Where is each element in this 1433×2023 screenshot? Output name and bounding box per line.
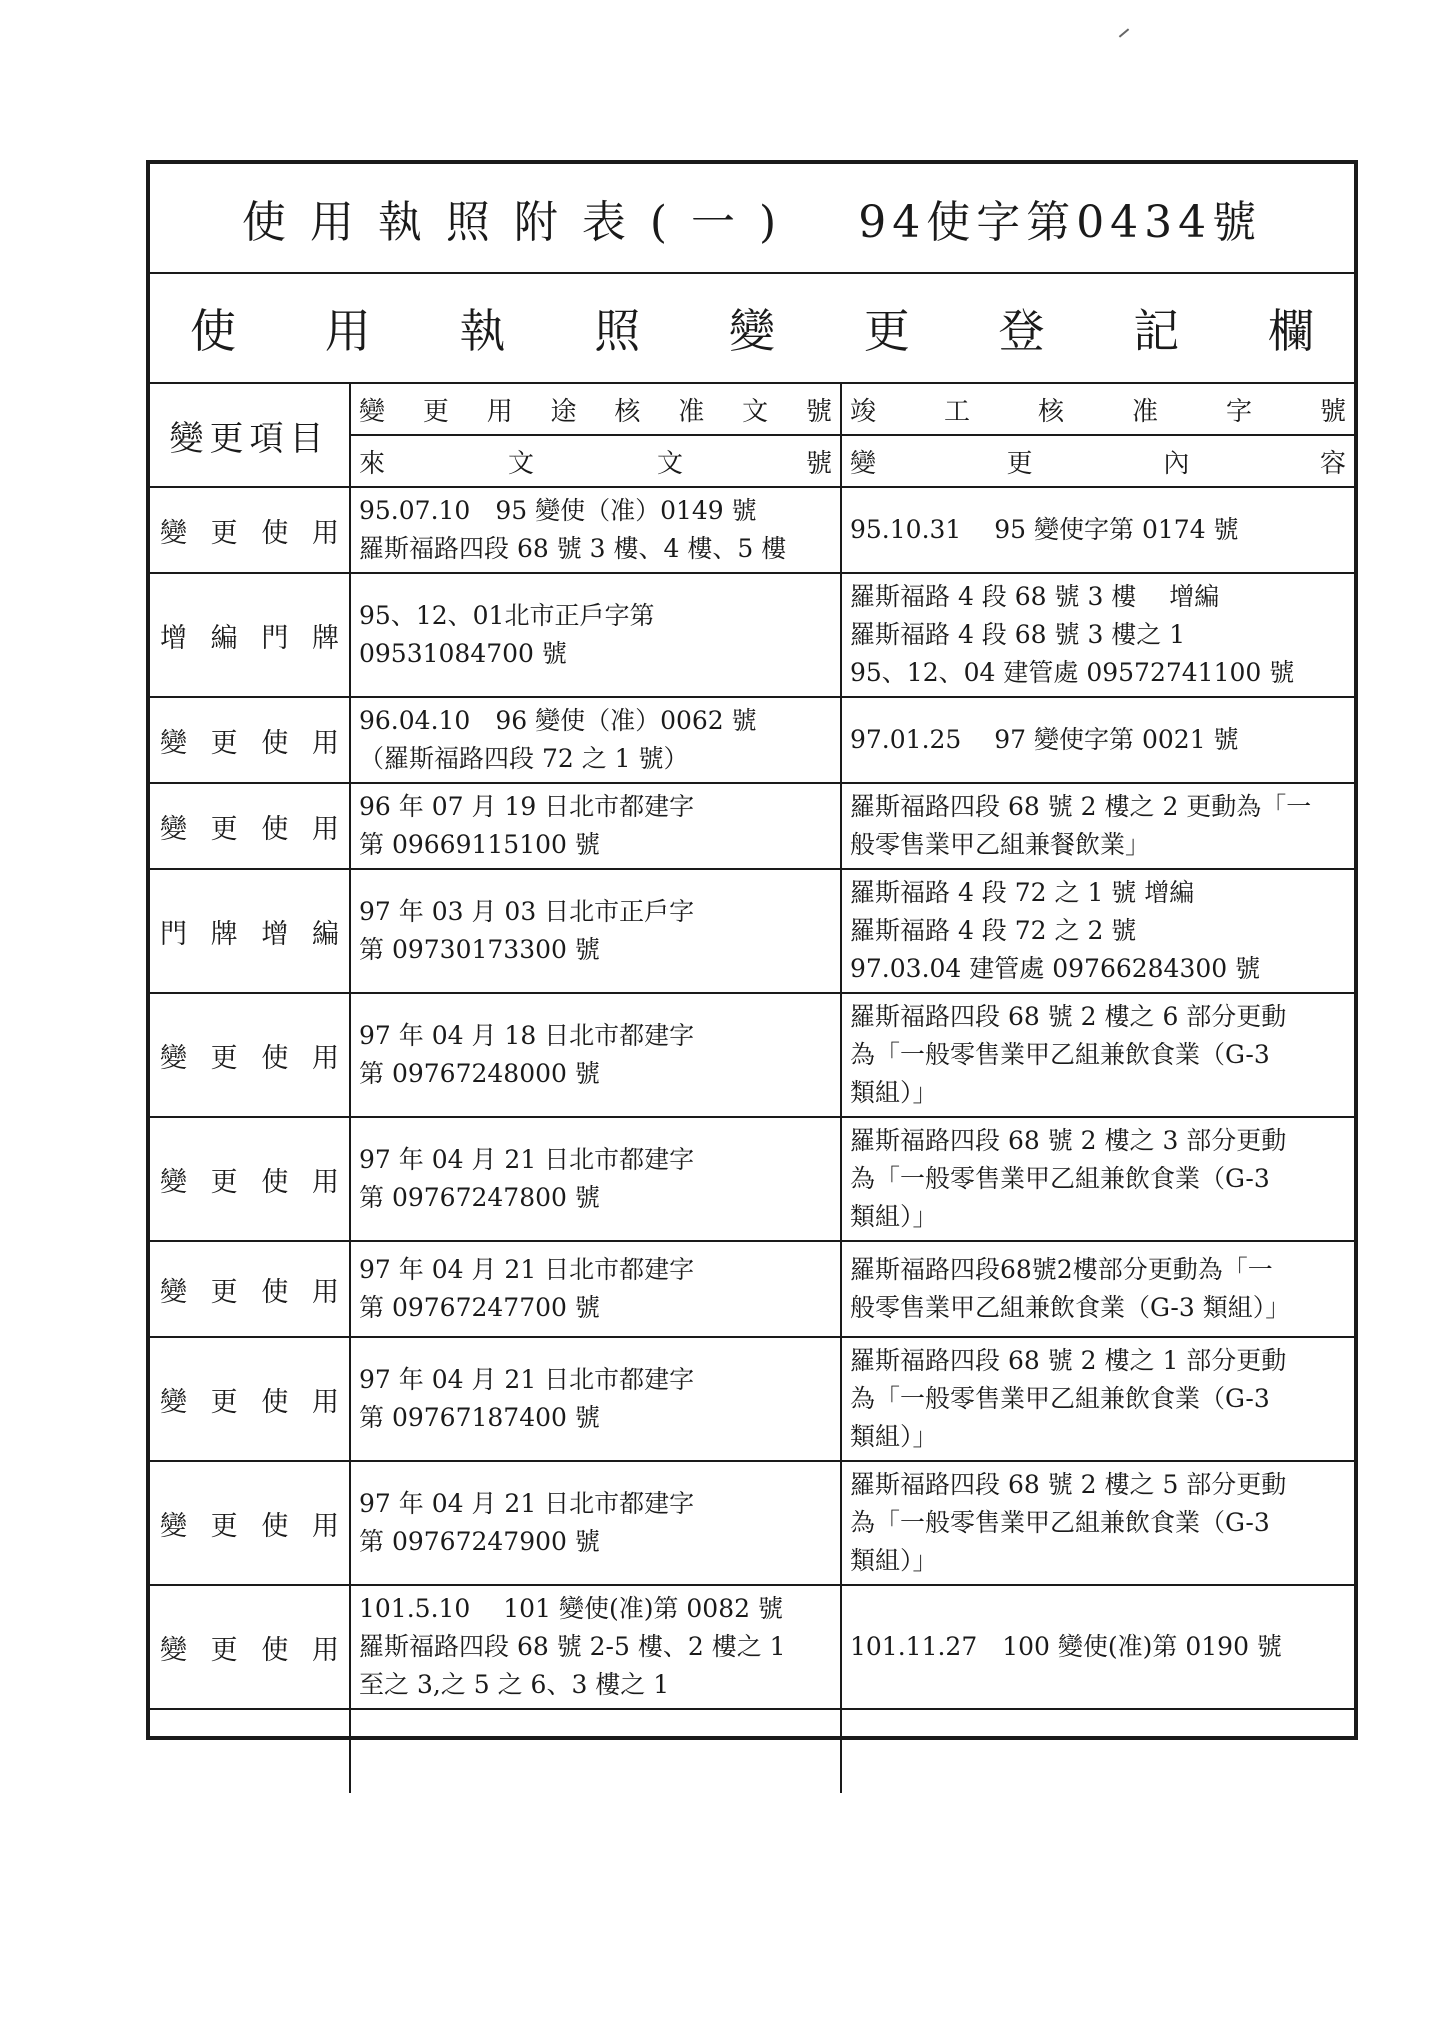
change-item-cell [150, 573, 350, 697]
approval-bottom-char: 號 [805, 448, 832, 479]
change-item-char: 使 [261, 1276, 289, 1308]
table-row [150, 869, 1354, 993]
completion-content-line: 類組）」 [850, 1078, 938, 1107]
change-item-char: 增 [160, 622, 187, 654]
approval-doc-cell [350, 1585, 841, 1709]
table-row [150, 783, 1354, 869]
completion-top-char: 號 [1320, 396, 1347, 427]
table-row [150, 1337, 1354, 1461]
table-row [150, 697, 1354, 783]
change-item-char: 用 [311, 1634, 339, 1666]
approval-justified-token: 市 [529, 601, 555, 630]
column-header-item: 變更項目 [150, 383, 350, 487]
approval-top-char: 途 [550, 396, 577, 427]
blank-cell [841, 1709, 1354, 1793]
subtitle-char: 照 [594, 304, 641, 358]
license-appendix-form [146, 160, 1358, 1740]
approval-justified-token: 12 [415, 601, 448, 630]
change-item-char: 使 [261, 1386, 289, 1418]
approval-justified-token: 字 [604, 601, 630, 630]
completion-content-cell [841, 783, 1354, 869]
approval-doc-cell [350, 993, 841, 1117]
approval-doc-line: 第 09767247800 號 [359, 1183, 600, 1212]
completion-content-cell [841, 869, 1354, 993]
approval-justified-token: 第 [629, 601, 655, 630]
approval-justified-token: 戶 [579, 601, 605, 630]
change-item-char: 用 [311, 1276, 339, 1308]
completion-content-cell [841, 1241, 1354, 1337]
change-item-char: 更 [210, 1166, 238, 1198]
completion-content-cell [841, 1585, 1354, 1709]
approval-justified-token: 、 [390, 601, 416, 630]
table-row [150, 487, 1354, 573]
completion-top-char: 核 [1038, 396, 1065, 427]
change-item-char: 增 [261, 918, 289, 950]
change-item-cell [150, 993, 350, 1117]
change-item-char: 編 [210, 622, 238, 654]
approval-doc-cell [350, 573, 841, 697]
change-item-char: 變 [160, 813, 187, 845]
subtitle-char: 欄 [1268, 304, 1314, 358]
title-main: 使用執照附表(一) [241, 197, 801, 248]
change-item-char: 使 [261, 517, 289, 549]
subtitle-text [190, 295, 1314, 361]
change-item-cell [150, 697, 350, 783]
approval-doc-line: 第 09767247900 號 [359, 1527, 600, 1556]
approval-justified-line [359, 597, 832, 635]
approval-top-char: 變 [359, 396, 386, 427]
approval-top-char: 用 [486, 396, 513, 427]
completion-content-line: 97.01.25 97 變使字第 0021 號 [850, 725, 1239, 754]
approval-doc-line: 第 09767247700 號 [359, 1293, 600, 1322]
completion-content-line: 為「一般零售業甲乙組兼飲食業（G-3 [850, 1040, 1270, 1069]
subtitle-char: 執 [459, 304, 506, 358]
column-header-approval-bottom [350, 435, 841, 487]
approval-doc-line: 第 09730173300 號 [359, 935, 600, 964]
completion-bottom-char: 更 [1006, 448, 1033, 479]
approval-doc-line: 101.5.10 101 變使(准)第 0082 號 [359, 1594, 783, 1623]
column-header-approval-top [350, 383, 841, 435]
approval-doc-line: 97 年 04 月 21 日北市都建字 [359, 1145, 695, 1174]
change-item-char: 變 [160, 1166, 187, 1198]
approval-top-char: 核 [614, 396, 641, 427]
change-item-char: 牌 [210, 918, 238, 950]
completion-content-line: 95.10.31 95 變使字第 0174 號 [850, 515, 1239, 544]
completion-content-line: 羅斯福路四段 68 號 2 樓之 1 部分更動 [850, 1346, 1287, 1375]
approval-top-char: 更 [422, 396, 449, 427]
approval-bottom-char: 來 [359, 448, 386, 479]
approval-bottom-char: 文 [656, 448, 683, 479]
table-row [150, 1585, 1354, 1709]
completion-content-line: 101.11.27 100 變使(准)第 0190 號 [850, 1632, 1282, 1661]
change-item-char: 使 [261, 1510, 289, 1542]
completion-content-line: 羅斯福路 4 段 68 號 3 樓之 1 [850, 620, 1186, 649]
subtitle-char: 用 [324, 304, 371, 358]
approval-justified-token: 北 [504, 601, 530, 630]
completion-content-line: 般零售業甲乙組兼餐飲業」 [850, 830, 1151, 859]
change-item-char: 更 [210, 1510, 238, 1542]
change-item-char: 牌 [311, 622, 339, 654]
completion-content-cell [841, 1117, 1354, 1241]
table-row [150, 1241, 1354, 1337]
change-item-char: 使 [261, 1042, 289, 1074]
completion-content-line: 羅斯福路四段68號2樓部分更動為「一 [850, 1255, 1273, 1284]
completion-content-line: 97.03.04 建管處 09766284300 號 [850, 954, 1261, 983]
subtitle-char: 記 [1133, 304, 1180, 358]
approval-top-char: 號 [805, 396, 832, 427]
approval-doc-line: 97 年 04 月 21 日北市都建字 [359, 1365, 695, 1394]
approval-justified-token: 95 [359, 601, 391, 630]
form-title [150, 164, 1354, 273]
completion-content-line: 羅斯福路四段 68 號 2 樓之 5 部分更動 [850, 1470, 1287, 1499]
approval-doc-line: 第 09669115100 號 [359, 830, 600, 859]
approval-doc-cell [350, 1241, 841, 1337]
change-item-cell [150, 1585, 350, 1709]
completion-content-line: 為「一般零售業甲乙組兼飲食業（G-3 [850, 1384, 1270, 1413]
approval-top-char: 准 [678, 396, 705, 427]
change-item-char: 更 [210, 1042, 238, 1074]
change-item-char: 用 [311, 1042, 339, 1074]
change-item-char: 更 [210, 1276, 238, 1308]
approval-doc-cell [350, 1337, 841, 1461]
change-item-char: 用 [311, 517, 339, 549]
completion-content-line: 類組）」 [850, 1202, 938, 1231]
approval-justified-token: 、 [447, 601, 473, 630]
subtitle-char: 變 [729, 304, 775, 358]
approval-doc-line: 第 09767248000 號 [359, 1059, 600, 1088]
completion-content-line: 類組）」 [850, 1546, 938, 1575]
completion-bottom-char: 變 [850, 448, 877, 479]
change-item-char: 變 [160, 1634, 187, 1666]
approval-justified-token: 正 [554, 601, 580, 630]
completion-top-char: 工 [944, 396, 971, 427]
change-item-char: 用 [311, 1386, 339, 1418]
table-row [150, 993, 1354, 1117]
completion-bottom-char: 容 [1320, 448, 1347, 479]
approval-doc-line: （羅斯福路四段 72 之 1 號） [359, 744, 689, 773]
change-item-cell [150, 1337, 350, 1461]
subtitle-char: 更 [863, 304, 910, 358]
approval-doc-line: 96 年 07 月 19 日北市都建字 [359, 792, 695, 821]
change-item-char: 用 [311, 1510, 339, 1542]
change-item-char: 更 [210, 727, 238, 759]
approval-bottom-char: 文 [507, 448, 534, 479]
change-item-cell [150, 1117, 350, 1241]
table-row [150, 1117, 1354, 1241]
change-item-cell [150, 487, 350, 573]
change-item-char: 變 [160, 1386, 187, 1418]
completion-content-line: 為「一般零售業甲乙組兼飲食業（G-3 [850, 1508, 1270, 1537]
completion-content-line: 95、12、04 建管處 09572741100 號 [850, 658, 1295, 687]
completion-content-line: 羅斯福路四段 68 號 2 樓之 2 更動為「一 [850, 792, 1312, 821]
approval-doc-line: 羅斯福路四段 68 號 2-5 樓、2 樓之 1 [359, 1632, 786, 1661]
column-header-completion-bottom [841, 435, 1354, 487]
change-item-char: 編 [311, 918, 339, 950]
completion-content-cell [841, 697, 1354, 783]
change-item-cell [150, 1241, 350, 1337]
approval-doc-line: 96.04.10 96 變使（准）0062 號 [359, 706, 757, 735]
change-item-char: 變 [160, 727, 187, 759]
title-license-number: 94使字第0434號 [858, 197, 1263, 248]
completion-bottom-char: 內 [1163, 448, 1190, 479]
column-header-completion-top [841, 383, 1354, 435]
table-row [150, 1461, 1354, 1585]
completion-content-line: 羅斯福路四段 68 號 2 樓之 6 部分更動 [850, 1002, 1287, 1031]
completion-content-line: 般零售業甲乙組兼飲食業（G-3 類組）」 [850, 1293, 1291, 1322]
approval-doc-cell [350, 1117, 841, 1241]
approval-doc-line: 95.07.10 95 變使（准）0149 號 [359, 496, 757, 525]
approval-doc-line: 羅斯福路四段 68 號 3 樓、4 樓、5 樓 [359, 534, 787, 563]
completion-content-line: 羅斯福路 4 段 68 號 3 樓 增編 [850, 582, 1220, 611]
change-item-char: 更 [210, 1634, 238, 1666]
change-item-char: 使 [261, 727, 289, 759]
approval-doc-line: 09531084700 號 [359, 639, 567, 668]
completion-content-cell [841, 993, 1354, 1117]
approval-doc-cell [350, 783, 841, 869]
approval-doc-line: 至之 3,之 5 之 6、3 樓之 1 [359, 1670, 670, 1699]
change-item-cell [150, 869, 350, 993]
approval-doc-line: 97 年 04 月 18 日北市都建字 [359, 1021, 695, 1050]
approval-doc-line: 97 年 03 月 03 日北市正戶字 [359, 897, 695, 926]
change-register-table [150, 164, 1354, 1793]
subtitle-char: 使 [190, 304, 236, 358]
change-item-char: 使 [261, 813, 289, 845]
change-item-char: 變 [160, 517, 187, 549]
change-item-char: 用 [311, 813, 339, 845]
change-item-char: 門 [261, 622, 289, 654]
change-item-char: 更 [210, 1386, 238, 1418]
approval-top-char: 文 [742, 396, 769, 427]
change-item-char: 更 [210, 517, 238, 549]
completion-top-char: 准 [1132, 396, 1159, 427]
table-row [150, 573, 1354, 697]
approval-doc-line: 97 年 04 月 21 日北市都建字 [359, 1489, 695, 1518]
change-item-cell [150, 783, 350, 869]
change-item-char: 變 [160, 1510, 187, 1542]
approval-doc-cell [350, 869, 841, 993]
completion-content-line: 羅斯福路 4 段 72 之 2 號 [850, 916, 1137, 945]
blank-cell [150, 1709, 350, 1793]
form-subtitle [150, 273, 1354, 383]
scan-speck [1119, 28, 1129, 37]
approval-doc-cell [350, 1461, 841, 1585]
change-item-char: 變 [160, 1042, 187, 1074]
approval-doc-cell [350, 697, 841, 783]
completion-content-line: 類組）」 [850, 1422, 938, 1451]
approval-justified-token: 01 [472, 601, 505, 630]
change-item-char: 使 [261, 1634, 289, 1666]
change-item-char: 用 [311, 1166, 339, 1198]
change-item-char: 用 [311, 727, 339, 759]
completion-content-cell [841, 1337, 1354, 1461]
completion-content-line: 為「一般零售業甲乙組兼飲食業（G-3 [850, 1164, 1270, 1193]
approval-doc-line: 97 年 04 月 21 日北市都建字 [359, 1255, 695, 1284]
completion-top-char: 竣 [850, 396, 877, 427]
blank-cell [350, 1709, 841, 1793]
approval-doc-line: 第 09767187400 號 [359, 1403, 600, 1432]
change-item-cell [150, 1461, 350, 1585]
completion-content-cell [841, 573, 1354, 697]
completion-content-cell [841, 487, 1354, 573]
change-item-char: 更 [210, 813, 238, 845]
approval-doc-cell [350, 487, 841, 573]
blank-row [150, 1709, 1354, 1793]
subtitle-char: 登 [998, 304, 1045, 358]
change-item-char: 使 [261, 1166, 289, 1198]
completion-content-line: 羅斯福路四段 68 號 2 樓之 3 部分更動 [850, 1126, 1287, 1155]
completion-content-line: 羅斯福路 4 段 72 之 1 號 增編 [850, 878, 1195, 907]
change-item-char: 門 [160, 918, 187, 950]
completion-top-char: 字 [1226, 396, 1253, 427]
change-item-char: 變 [160, 1276, 187, 1308]
completion-content-cell [841, 1461, 1354, 1585]
